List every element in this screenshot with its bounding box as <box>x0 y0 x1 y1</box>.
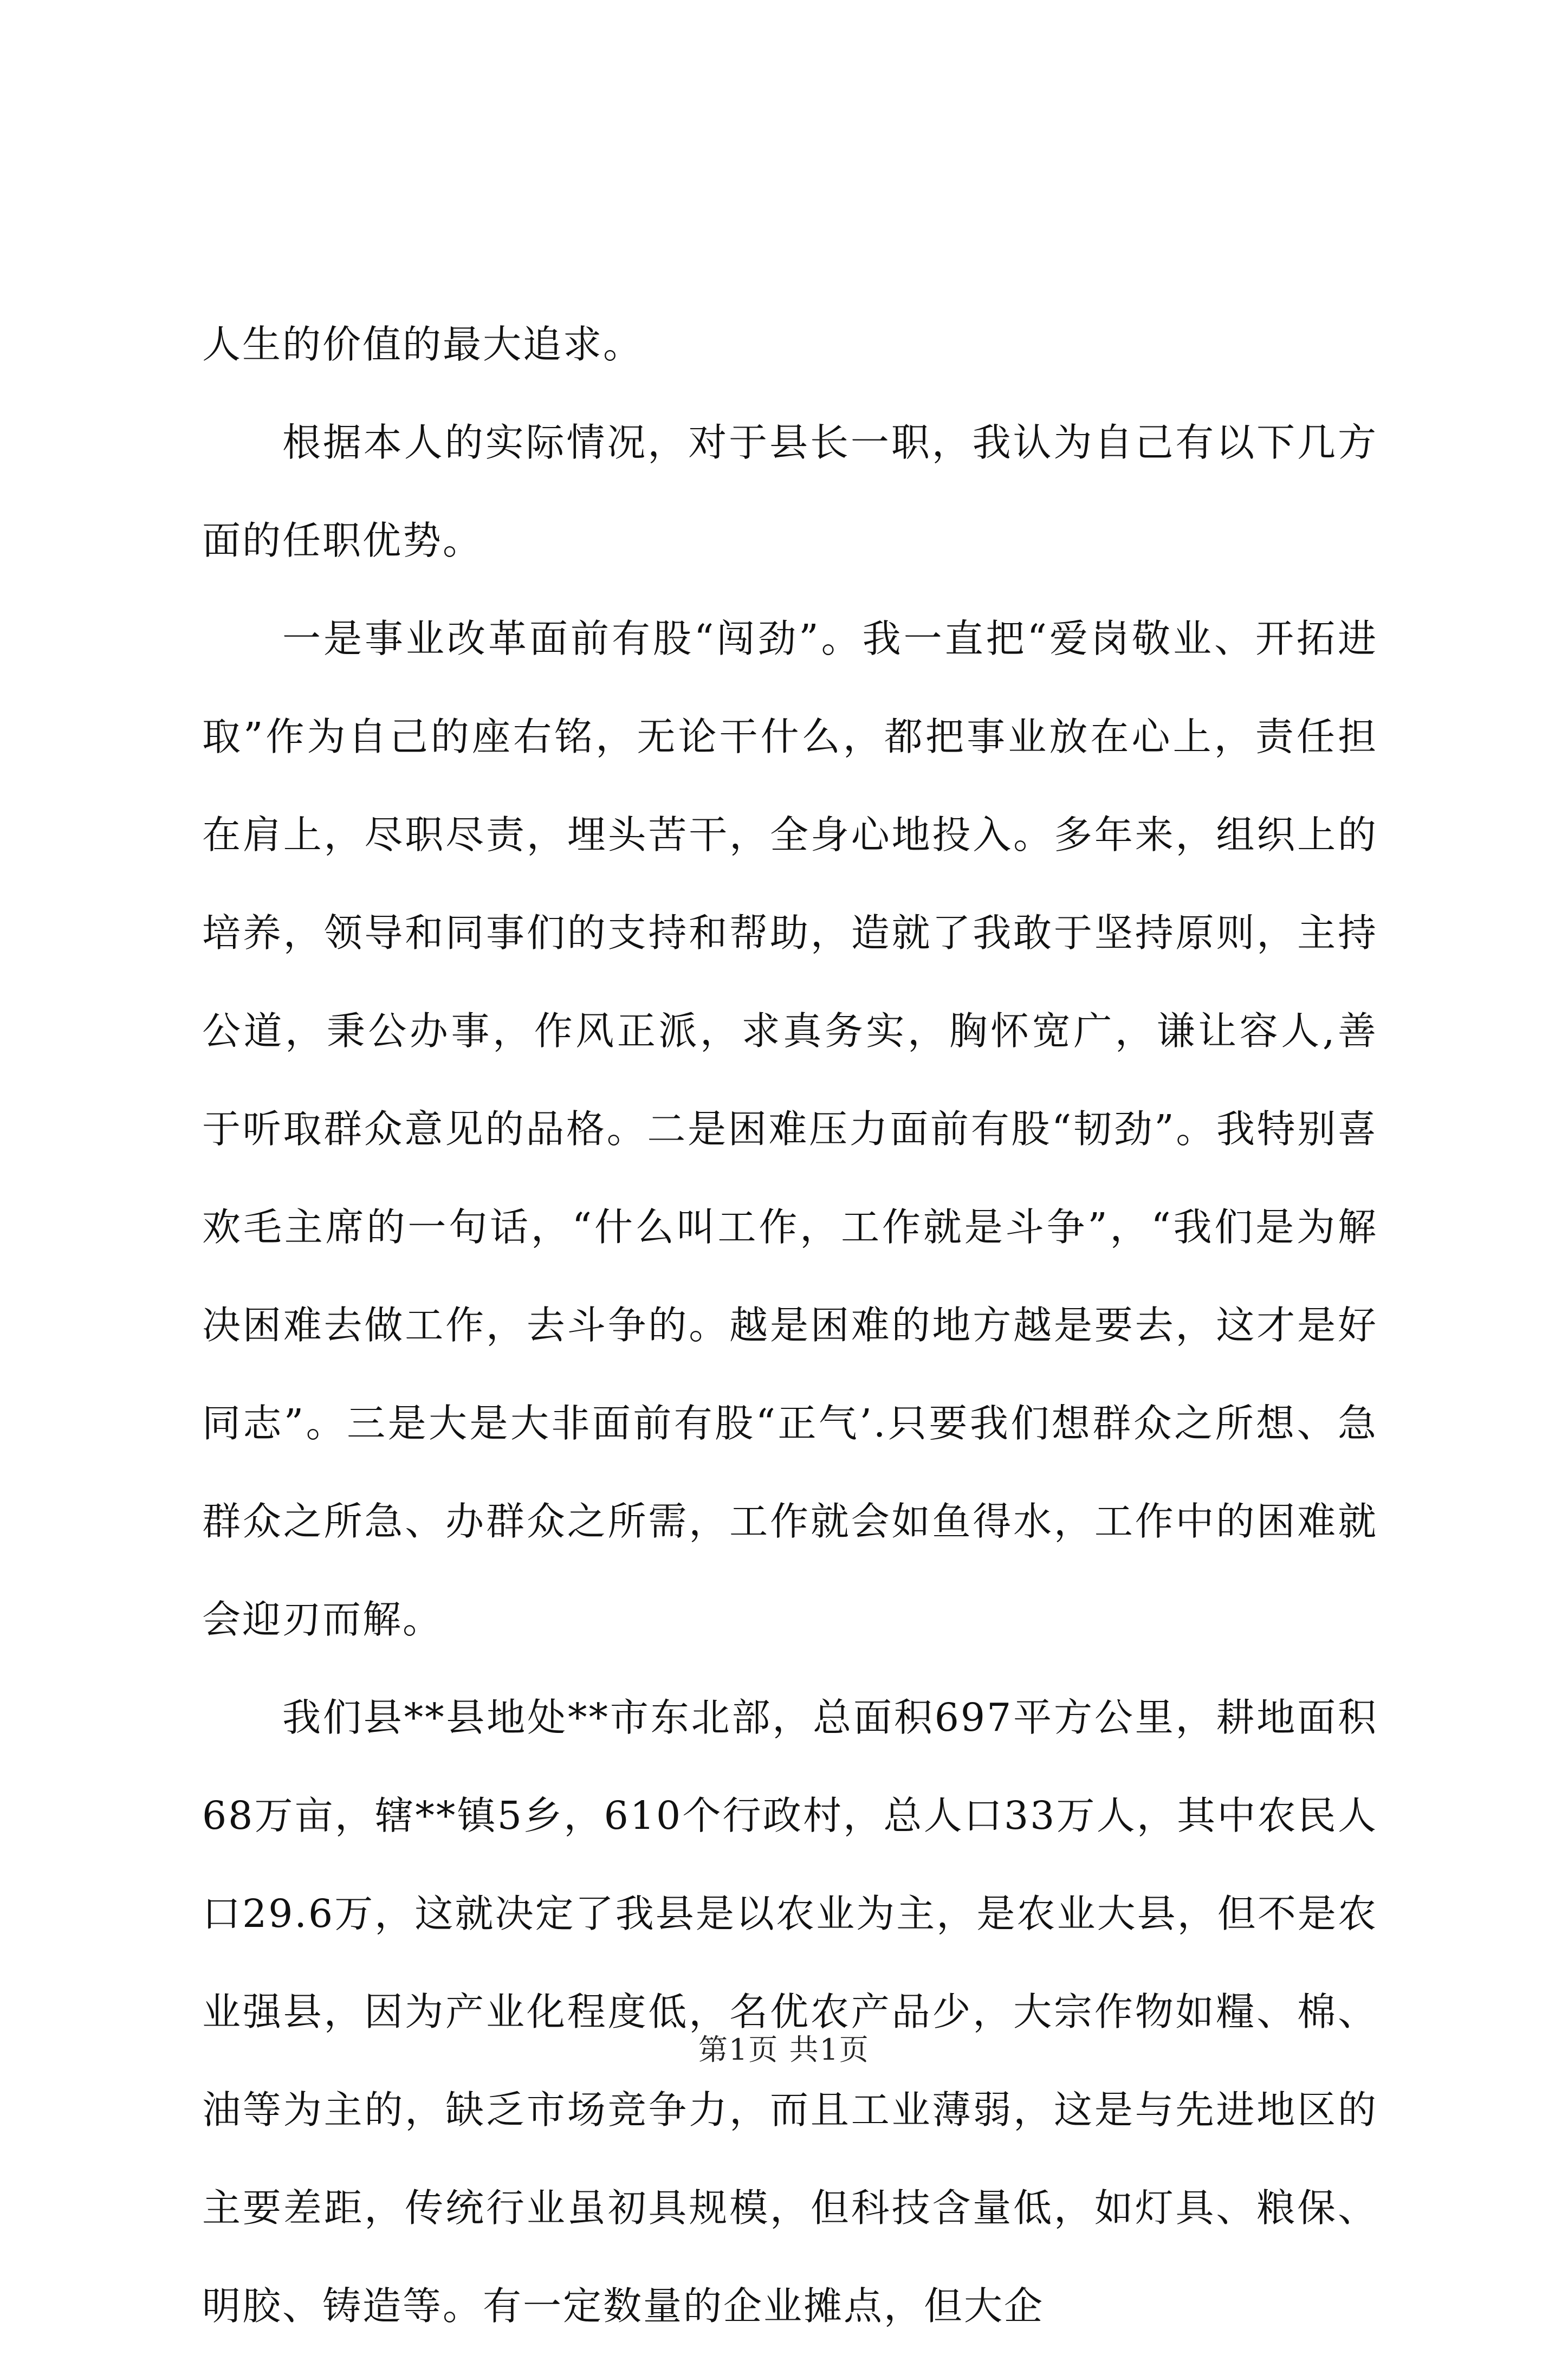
page-footer: 第1页 共1页 <box>698 2033 870 2067</box>
paragraph-4: 我们县**县地处**市东北部，总面积697平方公里，耕地面积68万亩，辖**镇5乡，610个行政村，总人口33万人，其中农民人口29.6万，这就决定了我县是以农业为主，是农业大县，但不是农业强县，因为产业化程度低，名优农产品少，大宗作物如糧、棉、油等为主的，缺乏市场竞争力，而且工业薄弱，这是与先进地区的主要差距，传统行业虽初具规模，但科技含量低，如灯具、粮保、明胶、铸造等。有一定数量的企业摊点，但大企 <box>202 1695 1378 2328</box>
paragraph-1: 人生的价值的最大追求。 <box>202 322 644 367</box>
paragraph-2: 根据本人的实际情况，对于县长一职，我认为自己有以下几方面的任职优势。 <box>202 420 1378 563</box>
paragraph-3: 一是事业改革面前有股“闯劲”。我一直把“爱岗敬业、开拓进取”作为自己的座右铭，无论干什么，都把事业放在心上，责任担在肩上，尽职尽责，埋头苦干，全身心地投入。多年来，组织上的培养，领导和同事们的支持和帮助，造就了我敢于坚持原则，主持公道，秉公办事，作风正派，求真务实，胸怀宽广，谦让容人,善于听取群众意见的品格。二是困难压力面前有股“韧劲”。我特别喜欢毛主席的一句话，“什么叫工作，工作就是斗争”，“我们是为解决困难去做工作，去斗争的。越是困难的地方越是要去，这才是好同志”。三是大是大非面前有股“正气’.只要我们想群众之所想、急群众之所急、办群众之所需，工作就会如鱼得水，工作中的困难就会迎刃而解。 <box>202 616 1378 1642</box>
